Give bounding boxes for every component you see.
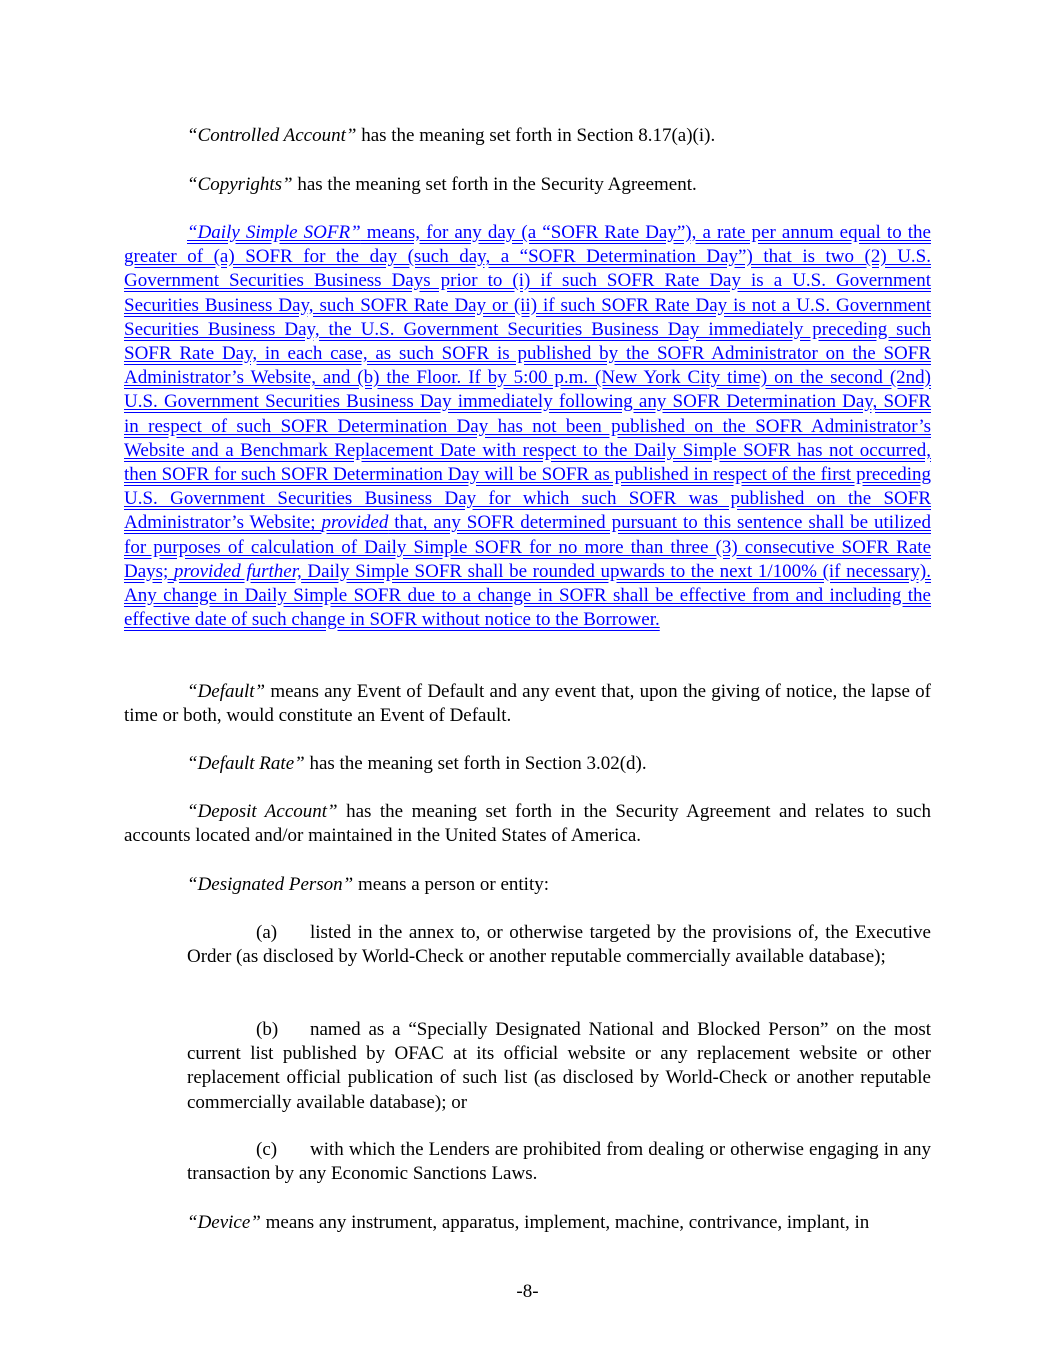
definition-designated-person xyxy=(124,873,931,897)
definition-deposit-account xyxy=(124,800,931,848)
definition-text-part-1: means, for any day (a “SOFR Rate Day”), a rate per annum equal to the greater of (a) SOFR for the day (such day, a “SOFR Determination Day”) that is two (2) U.S. Government Securities Business Days prior to (i) if such SOFR Rate Day is a U.S. Government Securities Business Day, such SOFR Rate Day or (ii) if such SOFR Rate Day is not a U.S. Government Securities Business Day, the U.S. Government Securities Business Day immediately preceding such SOFR Rate Day, in each case, as such SOFR is published by the SOFR Administrator on the SOFR Administrator’s Website, and (b) the Floor. If by 5:00 p.m. (New York City time) on the second (2nd) U.S. Government Securities Business Day immediately following any SOFR Determination Day, SOFR in respect of such SOFR Determination Day has not been published on the SOFR Administrator’s Website and a Benchmark Replacement Date with respect to the Daily Simple SOFR has not occurred, then SOFR for such SOFR Determination Day will be SOFR as published in respect of the first preceding U.S. Government Securities Business Day for which such SOFR was published on the SOFR Administrator’s Website; xyxy=(124,222,931,534)
page-number: -8- xyxy=(516,1281,539,1302)
definition-text: has the meaning set forth in Section 8.17(a)(i). xyxy=(356,125,716,146)
definition-controlled-account xyxy=(124,124,931,148)
defined-term: “Default” xyxy=(187,681,266,702)
definition-text-part-3: Daily Simple SOFR shall be rounded upwards to the next 1/100% (if necessary). Any change in Daily Simple SOFR due to a change in SOFR shall be effective from and including the effective date of such change in SOFR without notice to the Borrower. xyxy=(124,560,932,631)
definition-text: has the meaning set forth in Section 3.02(d). xyxy=(304,753,647,774)
designated-person-item-b xyxy=(187,1018,931,1115)
defined-term: “Default Rate” xyxy=(187,753,305,774)
definition-copyrights xyxy=(124,173,931,197)
definition-text: means any instrument, apparatus, implement, machine, contrivance, implant, in xyxy=(260,1212,870,1233)
item-marker: (c) xyxy=(256,1139,278,1160)
definition-default xyxy=(124,680,931,728)
item-text: named as a “Specially Designated National and Blocked Person” on the most current list published by OFAC at its official website or any replacement website or other replacement official publication of such list (as disclosed by World-Check or another reputable commercially available database); or xyxy=(187,1019,931,1113)
defined-term: “Copyrights” xyxy=(187,174,293,195)
designated-person-item-c xyxy=(187,1138,931,1186)
provided-further-term: provided further, xyxy=(173,560,302,582)
item-text: listed in the annex to, or otherwise targeted by the provisions of, the Executive Order (as disclosed by World-Check or another reputable commercially available database); xyxy=(187,922,931,968)
designated-person-item-a xyxy=(187,921,931,969)
definition-text: means a person or entity: xyxy=(353,874,550,895)
definition-device xyxy=(187,1211,931,1235)
defined-term: “Device” xyxy=(187,1212,261,1233)
definition-default-rate xyxy=(124,752,931,776)
definition-daily-simple-sofr xyxy=(124,221,931,632)
provided-term: provided xyxy=(321,512,389,534)
item-marker: (a) xyxy=(256,922,278,943)
defined-term: “Daily Simple SOFR” xyxy=(187,222,361,243)
definition-text: has the meaning set forth in the Security Agreement and relates to such accounts located and/or maintained in the United States of America. xyxy=(124,801,931,847)
definition-text: has the meaning set forth in the Security Agreement. xyxy=(292,174,697,195)
item-marker: (b) xyxy=(256,1019,279,1040)
definition-text: means any Event of Default and any event that, upon the giving of notice, the lapse of time or both, would constitute an Event of Default. xyxy=(124,681,931,727)
defined-term: “Designated Person” xyxy=(187,874,354,895)
item-text: with which the Lenders are prohibited from dealing or otherwise engaging in any transaction by any Economic Sanctions Laws. xyxy=(187,1139,931,1185)
definition-text-part-2: that, any SOFR determined pursuant to this sentence shall be utilized for purposes of calculation of Daily Simple SOFR for no more than three (3) consecutive SOFR Rate Days; xyxy=(124,512,931,582)
defined-term: “Deposit Account” xyxy=(187,801,338,822)
defined-term: “Controlled Account” xyxy=(187,125,357,146)
